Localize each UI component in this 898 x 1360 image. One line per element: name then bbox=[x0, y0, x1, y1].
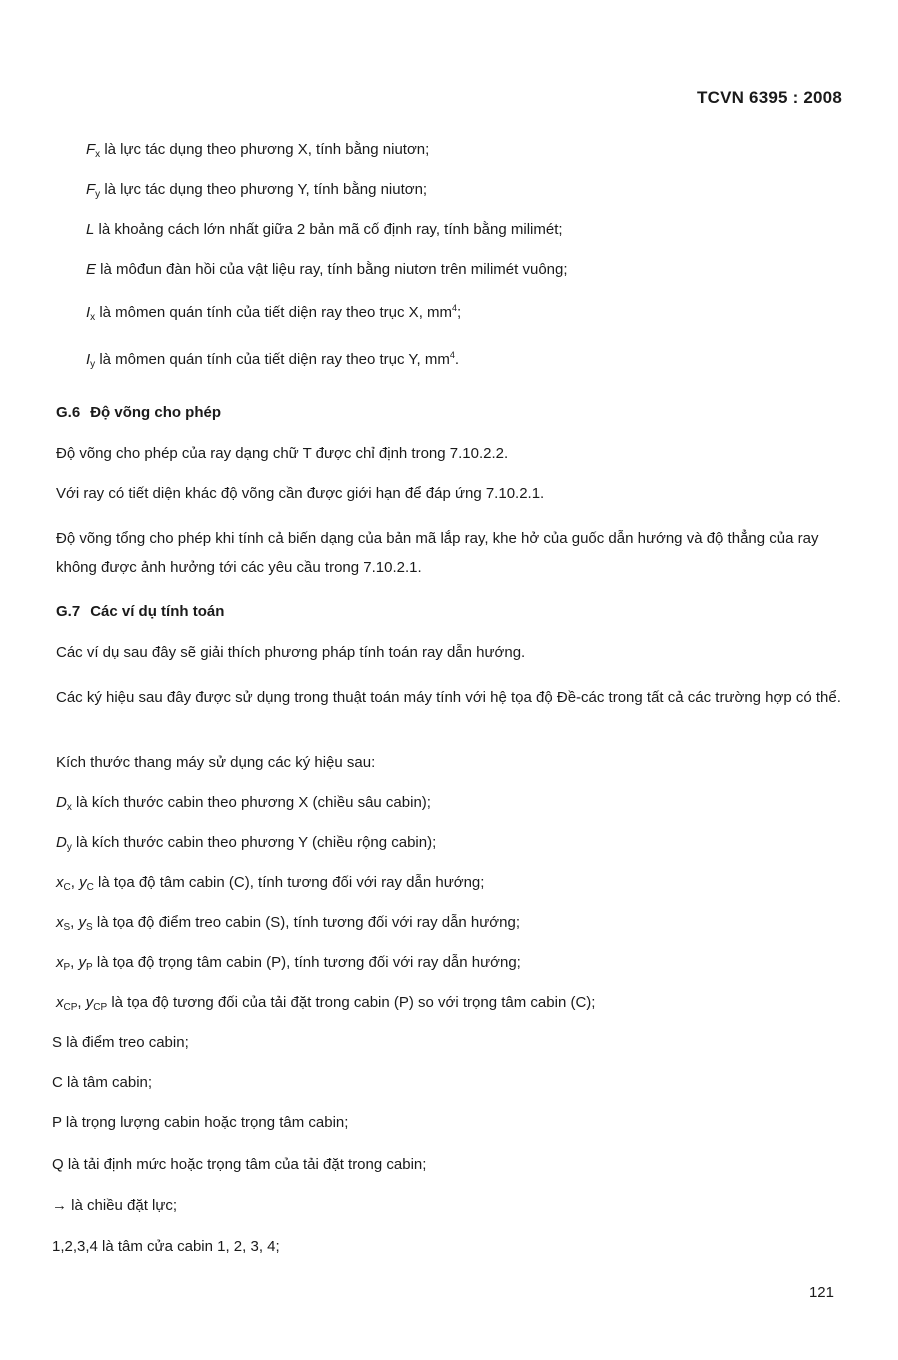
symbol-subscript-2: P bbox=[86, 962, 93, 973]
symbol-xcp-ycp-line bbox=[56, 993, 595, 1013]
g7-paragraph-2: Các ký hiệu sau đây được sử dụng trong thuật toán máy tính với hệ tọa độ Đề-các trong tất cả các trường hợp có thể. bbox=[56, 689, 841, 706]
symbol-subscript: P bbox=[63, 962, 71, 973]
symbol-separator: , bbox=[70, 874, 80, 891]
g7-paragraph-1: Các ví dụ sau đây sẽ giải thích phương pháp tính toán ray dẫn hướng. bbox=[56, 644, 526, 661]
symbol-subscript-2: S bbox=[86, 922, 93, 933]
symbol-description: là tọa độ tâm cabin (C), tính tương đối với ray dẫn hướng; bbox=[93, 874, 485, 891]
symbol-subscript-2: C bbox=[86, 882, 94, 893]
section-number: G.6 bbox=[56, 404, 81, 421]
item-doors: 1,2,3,4 là tâm cửa cabin 1, 2, 3, 4; bbox=[52, 1238, 280, 1255]
var-description: là môđun đàn hồi của vật liệu ray, tính bằng niutơn trên milimét vuông; bbox=[96, 261, 568, 278]
var-l-line bbox=[86, 220, 563, 240]
symbol-description: là kích thước cabin theo phương Y (chiều rộng cabin); bbox=[71, 834, 437, 851]
section-title: Các ví dụ tính toán bbox=[90, 603, 225, 620]
symbol-dx-line bbox=[56, 793, 431, 813]
standard-header: TCVN 6395 : 2008 bbox=[697, 88, 842, 107]
var-superscript: 4 bbox=[452, 303, 458, 313]
var-symbol: L bbox=[86, 221, 95, 238]
g7-paragraph-3: Kích thước thang máy sử dụng các ký hiệu sau: bbox=[56, 754, 376, 771]
symbol-xc-yc-line bbox=[56, 873, 484, 893]
section-g7-heading bbox=[56, 602, 224, 622]
symbol-subscript: S bbox=[63, 922, 71, 933]
symbol-letter-2: y bbox=[85, 994, 94, 1011]
var-symbol: F bbox=[86, 181, 96, 198]
var-subscript: y bbox=[90, 359, 96, 370]
g6-paragraph-1: Độ võng cho phép của ray dạng chữ T được chỉ định trong 7.10.2.2. bbox=[56, 445, 509, 462]
var-iy-line bbox=[86, 350, 459, 370]
var-superscript: 4 bbox=[449, 350, 455, 360]
symbol-letter-2: y bbox=[78, 914, 87, 931]
symbol-subscript: C bbox=[63, 882, 71, 893]
item-arrow: → là chiều đặt lực; bbox=[52, 1197, 178, 1214]
g6-paragraph-3: Độ võng tổng cho phép khi tính cả biến dạng của bản mã lắp ray, khe hở của guốc dẫn hướng và độ thẳng của ray không được ảnh hưởng tới các yêu cầu trong 7.10.2.1. bbox=[56, 530, 819, 576]
var-end: ; bbox=[457, 304, 462, 321]
var-description: là lực tác dụng theo phương Y, tính bằng niutơn; bbox=[100, 181, 428, 198]
var-description: là lực tác dụng theo phương X, tính bằng niutơn; bbox=[100, 141, 430, 158]
symbol-subscript: CP bbox=[63, 1002, 78, 1013]
symbol-separator: , bbox=[70, 954, 79, 971]
var-symbol: I bbox=[86, 351, 91, 368]
symbol-subscript: x bbox=[66, 802, 72, 813]
symbol-letter: D bbox=[56, 794, 67, 811]
symbol-letter-2: y bbox=[79, 874, 87, 891]
section-number: G.7 bbox=[56, 603, 81, 620]
symbol-dy-line bbox=[56, 833, 436, 853]
var-symbol: F bbox=[86, 141, 96, 158]
symbol-letter: x bbox=[56, 954, 64, 971]
symbol-letter: x bbox=[56, 914, 64, 931]
section-title: Độ võng cho phép bbox=[90, 404, 222, 421]
var-description: là mômen quán tính của tiết diện ray theo trục Y, mm bbox=[95, 351, 450, 368]
symbol-description: là tọa độ tương đối của tải đặt trong cabin (P) so với trọng tâm cabin (C); bbox=[107, 994, 596, 1011]
var-ix-line bbox=[86, 303, 461, 323]
symbol-subscript-2: CP bbox=[93, 1002, 108, 1013]
symbol-subscript: y bbox=[66, 842, 72, 853]
item-s: S là điểm treo cabin; bbox=[52, 1034, 189, 1051]
item-c: C là tâm cabin; bbox=[52, 1074, 153, 1091]
var-subscript: x bbox=[95, 149, 101, 160]
symbol-separator: , bbox=[77, 994, 86, 1011]
symbol-letter: x bbox=[56, 874, 64, 891]
var-fy-line bbox=[86, 180, 427, 200]
var-subscript: x bbox=[90, 312, 96, 323]
symbol-letter: x bbox=[56, 994, 64, 1011]
var-description: là mômen quán tính của tiết diện ray theo trục X, mm bbox=[95, 304, 453, 321]
var-symbol: I bbox=[86, 304, 91, 321]
var-e-line bbox=[86, 260, 568, 280]
symbol-xs-ys-line bbox=[56, 913, 520, 933]
symbol-description: là kích thước cabin theo phương X (chiều sâu cabin); bbox=[71, 794, 431, 811]
var-fx-line bbox=[86, 140, 429, 160]
symbol-separator: , bbox=[70, 914, 79, 931]
symbol-xp-yp-line bbox=[56, 953, 521, 973]
item-q: Q là tải định mức hoặc trọng tâm của tải đặt trong cabin; bbox=[52, 1156, 427, 1173]
page-number: 121 bbox=[808, 1284, 834, 1301]
section-g6-heading bbox=[56, 403, 221, 423]
symbol-letter-2: y bbox=[78, 954, 87, 971]
var-subscript: y bbox=[95, 189, 101, 200]
symbol-description: là tọa độ trọng tâm cabin (P), tính tương đối với ray dẫn hướng; bbox=[92, 954, 521, 971]
g6-paragraph-2: Với ray có tiết diện khác độ võng cần được giới hạn để đáp ứng 7.10.2.1. bbox=[56, 485, 545, 502]
item-p: P là trọng lượng cabin hoặc trọng tâm cabin; bbox=[52, 1114, 349, 1131]
var-symbol: E bbox=[86, 261, 97, 278]
symbol-description: là tọa độ điểm treo cabin (S), tính tương đối với ray dẫn hướng; bbox=[92, 914, 520, 931]
var-end: . bbox=[454, 351, 459, 368]
var-description: là khoảng cách lớn nhất giữa 2 bản mã cố định ray, tính bằng milimét; bbox=[94, 221, 563, 238]
symbol-letter: D bbox=[56, 834, 67, 851]
